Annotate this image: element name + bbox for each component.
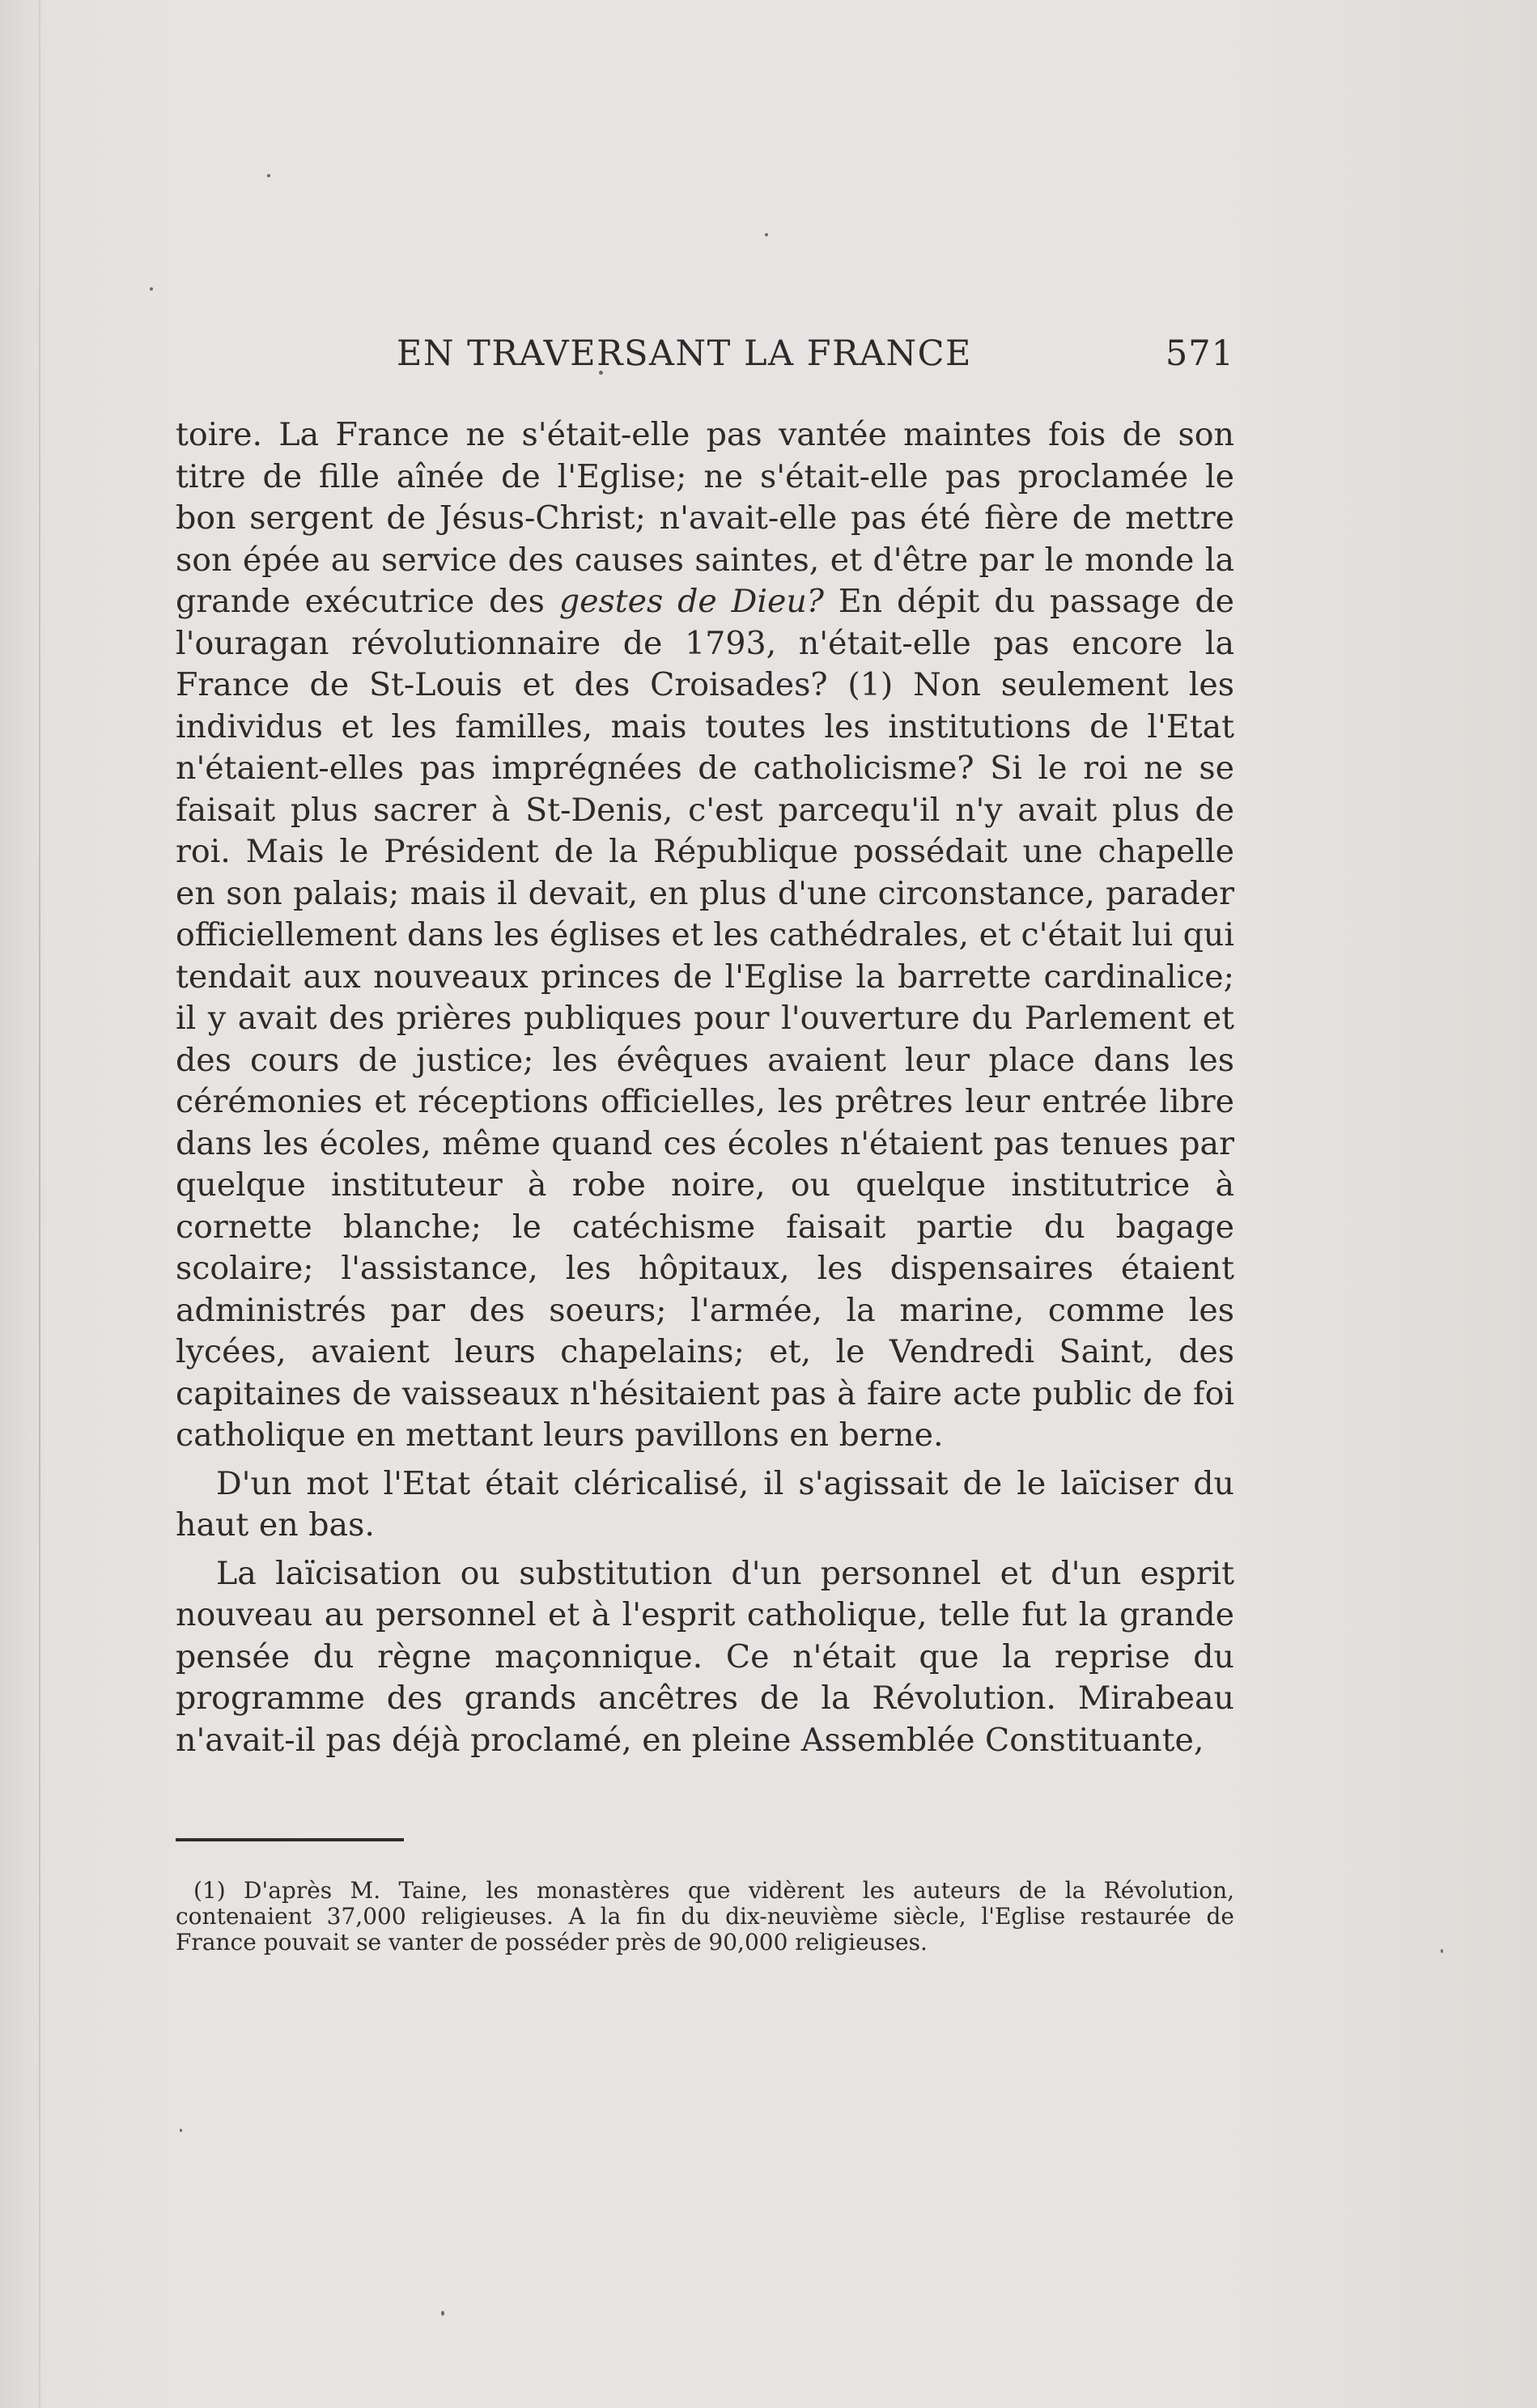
- paper-speck: [765, 233, 768, 236]
- paragraph-text: toire. La France ne s'était-elle pas vantée maintes fois de son titre de fille aînée de l'Eglise; ne s'était-elle pas proclamée le bon sergent de Jésus-Christ; n'avait-elle pas été fière de mettre son épée au service des causes saintes, et d'être par le monde la grande exécutrice des: [176, 416, 1234, 620]
- paper-speck: [180, 2129, 182, 2132]
- italic-phrase: gestes de Dieu?: [558, 583, 824, 620]
- paragraph: D'un mot l'Etat était cléricalisé, il s'agissait de le laïciser du haut en bas.: [176, 1464, 1234, 1544]
- paragraph-text: En dépit du passage de l'ouragan révolutionnaire de 1793, n'était-elle pas encore la France de St-Louis et des Croisades? (1) Non seulement les individus et les familles, mais toutes les institutions de l'Etat n'étaient-elles pas imprégnées de catholicisme? Si le roi ne se faisait plus sacrer à St-Denis, c'est parcequ'il n'y avait plus de roi. Mais le Président de la République possédait une chapelle en son palais; mais il devait, en plus d'une circonstance, parader officiellement dans les églises et les cathédrales, et c'était lui qui tendait aux nouveaux princes de l'Eglise la barrette cardinalice; il y avait des prières publiques pour l'ouverture du Parlement et des cours de justice; les évêques avaient leur place dans les cérémonies et réceptions officielles, les prêtres leur entrée libre dans les écoles, même quand ces écoles n'étaient pas tenues par quelque instituteur à robe noire, ou quelque institutrice à cornette blanche; le catéchisme faisait partie du bagage scolaire; l'assistance, les hôpitaux, les dispensaires étaient administrés par des soeurs; l'armée, la marine, comme les lycées, avaient leurs chapelains; et, le Vendredi Saint, des capitaines de vaisseaux n'hésitaient pas à faire acte public de foi catholique en mettant leurs pavillons en berne.: [176, 583, 1234, 1454]
- paper-speck: [267, 174, 270, 177]
- paragraph: [176, 414, 1234, 1457]
- paragraph: La laïcisation ou substitution d'un personnel et d'un esprit nouveau au personnel et à l'esprit catholique, telle fut la grande pensée du règne maçonnique. Ce n'était que la reprise du programme des grands ancêtres de la Révolution. Mirabeau n'avait-il pas déjà proclamé, en pleine Assemblée Constituante,: [176, 1554, 1234, 1759]
- paper-speck: [1441, 1949, 1443, 1953]
- paper-speck: [441, 2311, 444, 2316]
- page-number: 571: [1165, 333, 1234, 374]
- running-title: EN TRAVERSANT LA FRANCE: [397, 333, 972, 374]
- footnote-separator: [176, 1838, 404, 1841]
- running-header: [397, 333, 1234, 382]
- footnote: (1) D'après M. Taine, les monastères que vidèrent les auteurs de la Révolution, contenaient 37,000 religieuses. A la fin du dix-neuvième siècle, l'Eglise restaurée de France pouvait se vanter de posséder près de 90,000 religieuses.: [176, 1877, 1234, 1956]
- binding-gutter-shadow: [39, 0, 40, 2408]
- body-text: [176, 414, 1234, 1761]
- footnotes: [176, 1878, 1234, 1956]
- paper-speck: [150, 287, 153, 291]
